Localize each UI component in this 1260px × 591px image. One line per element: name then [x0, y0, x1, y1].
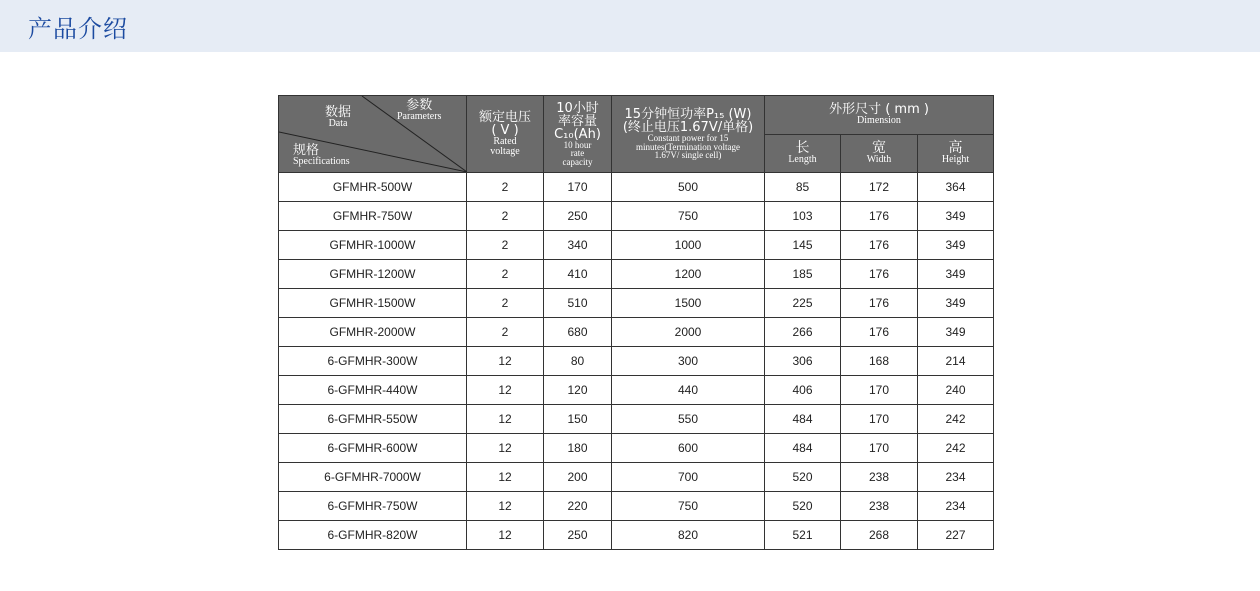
cell-length: 145 — [765, 231, 841, 260]
corner-params-label: 参数 Parameters — [397, 98, 442, 122]
cell-height: 364 — [918, 173, 994, 202]
cell-length: 520 — [765, 463, 841, 492]
table-row — [279, 434, 994, 463]
cell-power: 600 — [612, 434, 765, 463]
cell-width: 170 — [841, 434, 918, 463]
cell-voltage: 12 — [467, 434, 544, 463]
cell-length: 225 — [765, 289, 841, 318]
cell-capacity: 120 — [544, 376, 612, 405]
cell-capacity: 250 — [544, 521, 612, 550]
table-row — [279, 202, 994, 231]
cell-power: 2000 — [612, 318, 765, 347]
cell-power: 1500 — [612, 289, 765, 318]
cell-power: 1000 — [612, 231, 765, 260]
cell-height: 240 — [918, 376, 994, 405]
cell-length: 85 — [765, 173, 841, 202]
cell-height: 349 — [918, 202, 994, 231]
cell-length: 484 — [765, 434, 841, 463]
table-row — [279, 318, 994, 347]
cell-model: 6-GFMHR-550W — [279, 405, 467, 434]
cell-capacity: 340 — [544, 231, 612, 260]
cell-model: GFMHR-1200W — [279, 260, 467, 289]
cell-height: 349 — [918, 289, 994, 318]
cell-length: 406 — [765, 376, 841, 405]
cell-width: 238 — [841, 463, 918, 492]
cell-width: 170 — [841, 405, 918, 434]
cell-length: 521 — [765, 521, 841, 550]
cell-height: 242 — [918, 405, 994, 434]
cell-voltage: 12 — [467, 492, 544, 521]
header-bar — [0, 0, 1260, 52]
cell-capacity: 220 — [544, 492, 612, 521]
cell-height: 349 — [918, 318, 994, 347]
cell-width: 268 — [841, 521, 918, 550]
cell-width: 172 — [841, 173, 918, 202]
cell-capacity: 250 — [544, 202, 612, 231]
table-row — [279, 463, 994, 492]
corner-spec-label: 规格 Specifications — [293, 143, 350, 167]
cell-width: 176 — [841, 231, 918, 260]
height-header: 高 Height — [918, 134, 994, 173]
power-header: 15分钟恒功率P₁₅ (W) (终止电压1.67V/单格) Constant power for 15 minutes(Termination voltage 1.67V/ single cell) — [612, 96, 765, 173]
rated-voltage-header: 额定电压 ( V ) Rated voltage — [467, 96, 544, 173]
dimension-header: 外形尺寸 ( mm ) Dimension — [765, 96, 994, 135]
cell-voltage: 12 — [467, 376, 544, 405]
cell-model: GFMHR-750W — [279, 202, 467, 231]
cell-voltage: 12 — [467, 405, 544, 434]
cell-model: 6-GFMHR-300W — [279, 347, 467, 376]
table-row — [279, 347, 994, 376]
corner-data-label: 数据 Data — [325, 105, 352, 129]
width-header: 宽 Width — [841, 134, 918, 173]
table-row — [279, 260, 994, 289]
cell-voltage: 12 — [467, 521, 544, 550]
length-header: 长 Length — [765, 134, 841, 173]
cell-voltage: 2 — [467, 289, 544, 318]
cell-power: 300 — [612, 347, 765, 376]
cell-length: 103 — [765, 202, 841, 231]
cell-voltage: 12 — [467, 347, 544, 376]
table-row — [279, 173, 994, 202]
cell-power: 440 — [612, 376, 765, 405]
cell-power: 820 — [612, 521, 765, 550]
cell-model: GFMHR-2000W — [279, 318, 467, 347]
table-row — [279, 521, 994, 550]
spec-table — [278, 95, 994, 550]
table-body — [279, 173, 994, 550]
cell-width: 176 — [841, 202, 918, 231]
cell-power: 750 — [612, 202, 765, 231]
cell-height: 242 — [918, 434, 994, 463]
cell-capacity: 510 — [544, 289, 612, 318]
cell-model: GFMHR-1000W — [279, 231, 467, 260]
table-row — [279, 492, 994, 521]
cell-width: 238 — [841, 492, 918, 521]
table-row — [279, 405, 994, 434]
cell-width: 176 — [841, 318, 918, 347]
cell-model: 6-GFMHR-440W — [279, 376, 467, 405]
cell-voltage: 2 — [467, 202, 544, 231]
cell-width: 176 — [841, 260, 918, 289]
cell-power: 750 — [612, 492, 765, 521]
cell-model: 6-GFMHR-7000W — [279, 463, 467, 492]
cell-length: 306 — [765, 347, 841, 376]
capacity-header: 10小时 率容量 C₁₀(Ah) 10 hour rate capacity — [544, 96, 612, 173]
cell-power: 550 — [612, 405, 765, 434]
cell-voltage: 2 — [467, 231, 544, 260]
cell-capacity: 180 — [544, 434, 612, 463]
cell-height: 349 — [918, 231, 994, 260]
cell-length: 520 — [765, 492, 841, 521]
cell-length: 484 — [765, 405, 841, 434]
cell-voltage: 2 — [467, 260, 544, 289]
cell-height: 214 — [918, 347, 994, 376]
cell-model: 6-GFMHR-750W — [279, 492, 467, 521]
cell-length: 185 — [765, 260, 841, 289]
table-row — [279, 231, 994, 260]
page-title: 产品介绍 — [28, 15, 128, 43]
cell-voltage: 2 — [467, 173, 544, 202]
table-row — [279, 289, 994, 318]
cell-height: 227 — [918, 521, 994, 550]
cell-capacity: 680 — [544, 318, 612, 347]
cell-capacity: 170 — [544, 173, 612, 202]
cell-capacity: 150 — [544, 405, 612, 434]
cell-height: 234 — [918, 463, 994, 492]
cell-capacity: 80 — [544, 347, 612, 376]
cell-width: 176 — [841, 289, 918, 318]
cell-length: 266 — [765, 318, 841, 347]
cell-capacity: 200 — [544, 463, 612, 492]
cell-model: 6-GFMHR-600W — [279, 434, 467, 463]
cell-model: GFMHR-1500W — [279, 289, 467, 318]
cell-width: 168 — [841, 347, 918, 376]
cell-power: 1200 — [612, 260, 765, 289]
cell-voltage: 2 — [467, 318, 544, 347]
cell-capacity: 410 — [544, 260, 612, 289]
cell-voltage: 12 — [467, 463, 544, 492]
cell-width: 170 — [841, 376, 918, 405]
cell-power: 700 — [612, 463, 765, 492]
cell-height: 349 — [918, 260, 994, 289]
corner-header — [279, 96, 467, 173]
cell-height: 234 — [918, 492, 994, 521]
cell-power: 500 — [612, 173, 765, 202]
cell-model: 6-GFMHR-820W — [279, 521, 467, 550]
table-row — [279, 376, 994, 405]
cell-model: GFMHR-500W — [279, 173, 467, 202]
